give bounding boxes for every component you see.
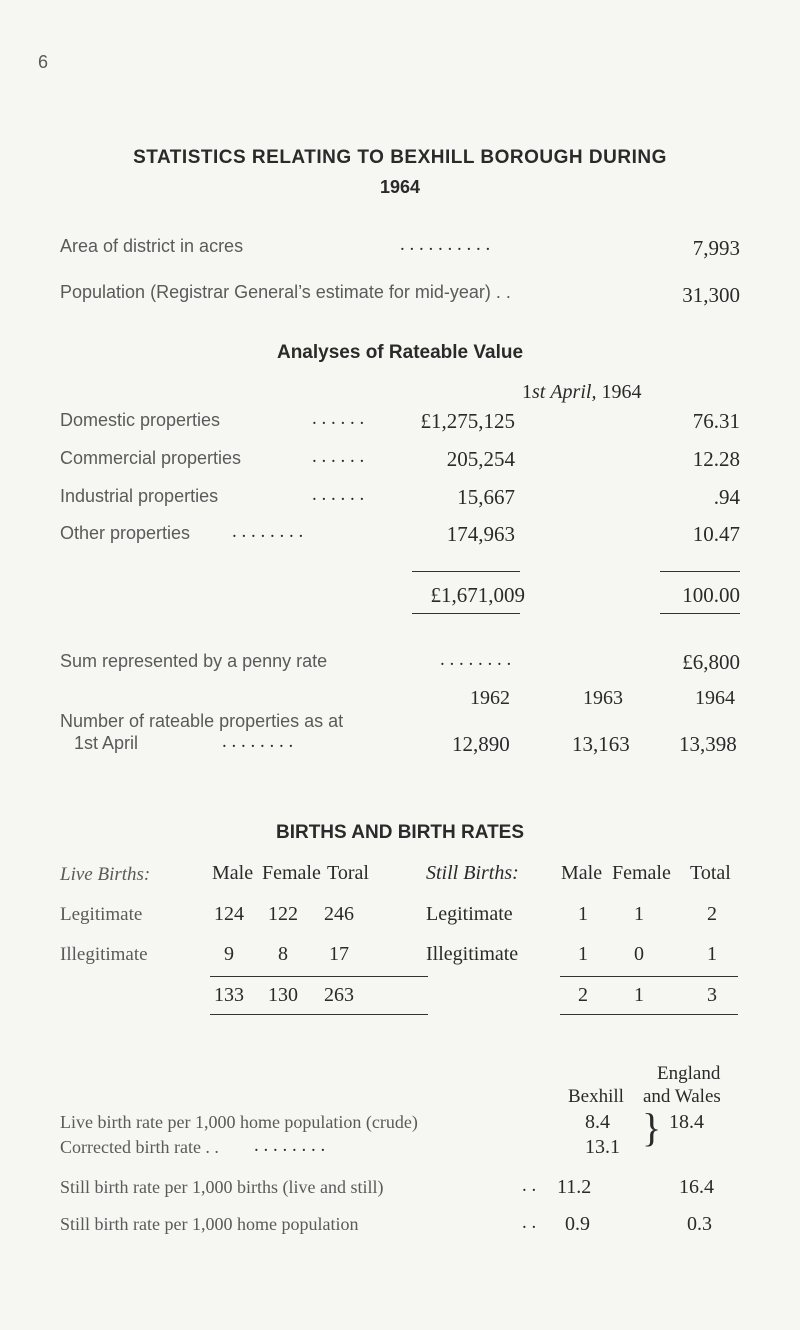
- rateable-total-value: £1,671,009: [430, 583, 525, 607]
- rateable-row-pct: 10.47: [692, 522, 740, 546]
- population-value: 31,300: [682, 283, 740, 307]
- rateable-row-dots: . . . . . .: [312, 446, 365, 467]
- col-england-2: and Wales: [643, 1086, 721, 1107]
- rateable-row-value: 15,667: [457, 485, 515, 509]
- live-total-total: 263: [324, 984, 354, 1006]
- rateable-total-pct-rule-top: [660, 571, 740, 572]
- rate-brace: }: [642, 1105, 662, 1150]
- still-total-rule-top: [560, 976, 738, 977]
- rateable-total-rule-bottom: [412, 613, 520, 614]
- still-rate-bexhill: 11.2: [557, 1176, 592, 1198]
- col-england-1: England: [657, 1063, 721, 1084]
- still-pop-dots: . .: [522, 1212, 537, 1233]
- live-rate-ew: 18.4: [669, 1111, 704, 1133]
- live-col-female: Female: [262, 862, 321, 884]
- still-pop-label: Still birth rate per 1,000 home population: [60, 1214, 359, 1234]
- year-header: 1962: [470, 687, 510, 709]
- live-rate-label: Live birth rate per 1,000 home population (crude): [60, 1112, 418, 1132]
- still-total-value: 2: [707, 903, 717, 925]
- property-count-label: Number of rateable properties as at: [60, 711, 344, 731]
- year-header: 1963: [583, 687, 623, 709]
- live-male-value: 9: [224, 943, 234, 965]
- live-rate-bexhill: 8.4: [585, 1111, 610, 1133]
- live-total-rule-bottom: [210, 1014, 428, 1015]
- area-dots: . . . . . . . . . .: [400, 234, 491, 255]
- property-count-value: 13,163: [572, 732, 630, 756]
- penny-rate-dots: . . . . . . . .: [440, 649, 512, 670]
- rateable-heading: Analyses of Rateable Value: [276, 342, 524, 363]
- still-male-value: 1: [578, 943, 588, 965]
- rateable-row-dots: . . . . . . . .: [232, 521, 304, 542]
- rateable-row-dots: . . . . . .: [312, 408, 365, 429]
- births-heading: BIRTHS AND BIRTH RATES: [275, 822, 525, 843]
- rateable-row-dots: . . . . . .: [312, 484, 365, 505]
- rateable-row-value: 205,254: [446, 447, 515, 471]
- still-male-total: 2: [578, 984, 588, 1006]
- live-total-value: 17: [329, 943, 349, 965]
- corrected-rate-dots: . . . . . . . .: [254, 1135, 326, 1156]
- rateable-total-rule-top: [412, 571, 520, 572]
- still-pop-bexhill: 0.9: [565, 1213, 590, 1235]
- population-label: Population (Registrar General’s estimate for mid-year) . .: [60, 282, 511, 302]
- property-count-label-2: 1st April: [74, 733, 139, 753]
- area-value: 7,993: [692, 236, 740, 260]
- still-total-value: 1: [707, 943, 717, 965]
- rateable-total-pct: 100.00: [682, 583, 740, 607]
- live-female-total: 130: [268, 984, 298, 1006]
- property-count-value: 12,890: [452, 732, 510, 756]
- live-col-total: Toral: [327, 862, 369, 884]
- still-rate-ew: 16.4: [679, 1176, 714, 1198]
- still-rate-dots: . .: [522, 1175, 537, 1196]
- rateable-date-header: 1st April, 1964: [522, 381, 642, 403]
- rateable-row-label: Industrial properties: [60, 486, 219, 506]
- still-female-value: 1: [634, 903, 644, 925]
- births-row-label: Illegitimate: [60, 944, 148, 965]
- still-total-rule-bottom: [560, 1014, 738, 1015]
- live-col-male: Male: [212, 862, 254, 884]
- corrected-rate-label: Corrected birth rate . .: [60, 1137, 219, 1157]
- still-col-male: Male: [561, 862, 603, 884]
- still-rate-label: Still birth rate per 1,000 births (live and still): [60, 1177, 384, 1197]
- still-births-label: Still Births:: [426, 862, 519, 884]
- page-number: 6: [38, 52, 49, 72]
- area-label: Area of district in acres: [60, 236, 244, 256]
- rateable-row-label: Commercial properties: [60, 448, 242, 468]
- rateable-row-pct: .94: [713, 485, 740, 509]
- live-male-total: 133: [214, 984, 244, 1006]
- live-births-label: Live Births:: [60, 864, 151, 885]
- still-col-female: Female: [612, 862, 671, 884]
- rateable-row-value: 174,963: [446, 522, 515, 546]
- col-bexhill: Bexhill: [568, 1086, 624, 1107]
- corrected-rate-bexhill: 13.1: [585, 1136, 620, 1158]
- rateable-row-label: Other properties: [60, 523, 191, 543]
- penny-rate-label: Sum represented by a penny rate: [60, 651, 328, 671]
- page-title-year: 1964: [379, 177, 421, 197]
- rateable-total-pct-rule-bottom: [660, 613, 740, 614]
- live-total-rule-top: [210, 976, 428, 977]
- still-row-label: Legitimate: [426, 903, 513, 925]
- still-col-total: Total: [690, 862, 731, 884]
- still-male-value: 1: [578, 903, 588, 925]
- rateable-row-pct: 12.28: [692, 447, 740, 471]
- still-female-value: 0: [634, 943, 644, 965]
- still-female-total: 1: [634, 984, 644, 1006]
- still-total-total: 3: [707, 984, 717, 1006]
- rateable-row-pct: 76.31: [692, 409, 740, 433]
- live-male-value: 124: [214, 903, 244, 925]
- penny-rate-value: £6,800: [682, 650, 740, 674]
- births-row-label: Legitimate: [60, 904, 143, 925]
- still-row-label: Illegitimate: [426, 943, 519, 965]
- still-pop-ew: 0.3: [687, 1213, 712, 1235]
- property-count-value: 13,398: [679, 732, 737, 756]
- live-female-value: 8: [278, 943, 288, 965]
- live-female-value: 122: [268, 903, 298, 925]
- rateable-row-value: £1,275,125: [420, 409, 515, 433]
- year-header: 1964: [695, 687, 735, 709]
- property-count-dots: . . . . . . . .: [222, 731, 294, 752]
- live-total-value: 246: [324, 903, 354, 925]
- page-title: STATISTICS RELATING TO BEXHILL BOROUGH DURING: [133, 147, 667, 168]
- rateable-row-label: Domestic properties: [60, 410, 221, 430]
